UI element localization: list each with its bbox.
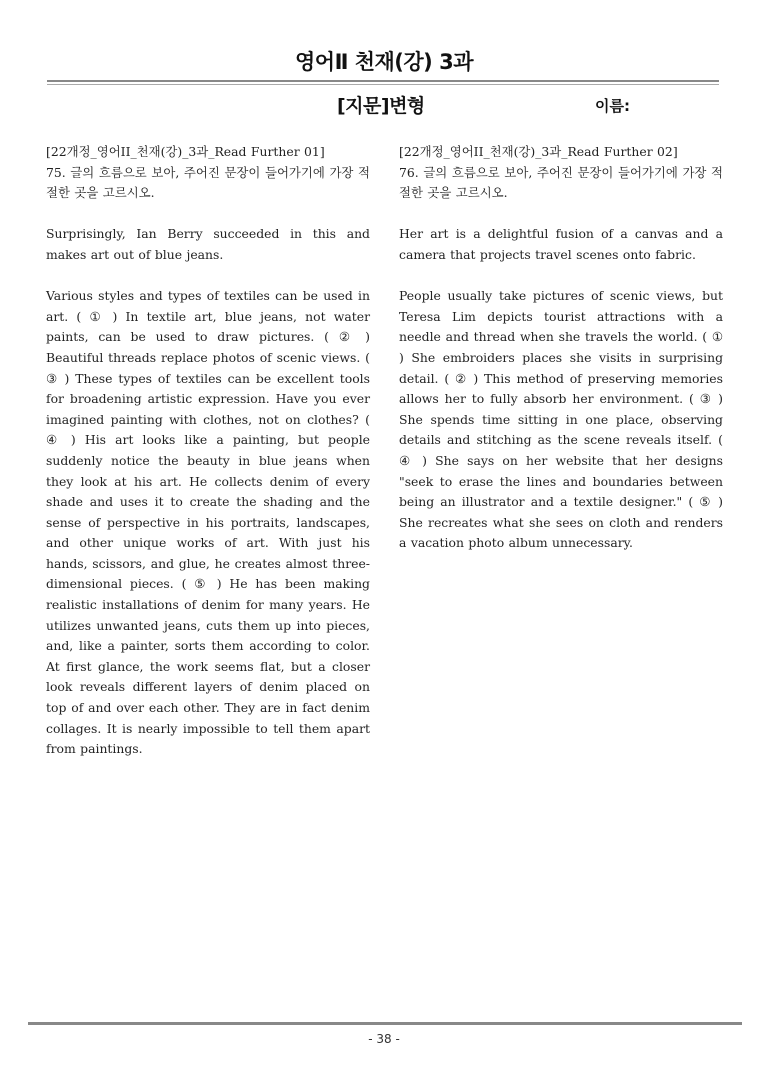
right-passage: People usually take pictures of scenic views, but Teresa Lim depicts tourist attractions with a needle and thread when she travels the world. ( ① ) She embroiders places she visits in surprising detail. ( ② ) This method of preserving memories allows her to fully absorb her environment. ( ③ ) She spends time sitting in one place, observing details and stitching as the scene reveals itself. ( ④ ) She says on her website that her designs "seek to erase the lines and boundaries between being an illustrator and a textile designer." ( ⑤ ) She recreates what she sees on cloth and renders a vacation photo album unnecessary. [399,288,723,551]
left-source: [22개정_영어II_천재(강)_3과_Read Further 01] [46,144,325,159]
page-subtitle: [지문]변형 [337,95,425,117]
right-source: [22개정_영어II_천재(강)_3과_Read Further 02] [399,144,678,159]
page-title: 영어Ⅱ 천재(강) 3과 [295,50,473,74]
left-question: 75. 글의 흐름으로 보아, 주어진 문장이 들어가기에 가장 적절한 곳을 고르시오. [46,164,370,201]
footer-divider [28,1022,742,1025]
left-passage: Various styles and types of textiles can be used in art. ( ① ) In textile art, blue jeans, not water paints, can be used to draw pictures. ( ② ) Beautiful threads replace photos of scenic views. ( ③ ) These types of textiles can be excellent tools for broadening artistic expression. Have you ever imagined painting with clothes, not on clothes? ( ④ ) His art looks like a painting, but people suddenly notice the beauty in blue jeans when they look at his art. He collects denim of every shade and uses it to create the shading and the sense of perspective in his portraits, landscapes, and other unique works of art. With just his hands, scissors, and glue, he creates almost three-dimensional pieces. ( ⑤ ) He has been making realistic installations of denim for many years. He utilizes unwanted jeans, cuts them up into pieces, and, like a painter, sorts them according to color. At first glance, the work seems flat, but a closer look reveals different layers of denim placed on top of and over each other. They are in fact denim collages. It is nearly impossible to tell them apart from paintings. [46,288,370,757]
right-question: 76. 글의 흐름으로 보아, 주어진 문장이 들어가기에 가장 적절한 곳을 고르시오. [399,164,723,201]
page-number: - 38 - [368,1032,400,1046]
header-divider-thin [47,84,719,85]
name-label: 이름: [595,97,630,115]
header-divider [47,80,719,82]
left-column [46,142,370,780]
left-given-sentence: Surprisingly, Ian Berry succeeded in this and makes art out of blue jeans. [46,226,370,262]
right-column [399,142,723,574]
right-given-sentence: Her art is a delightful fusion of a canvas and a camera that projects travel scenes onto fabric. [399,226,723,262]
